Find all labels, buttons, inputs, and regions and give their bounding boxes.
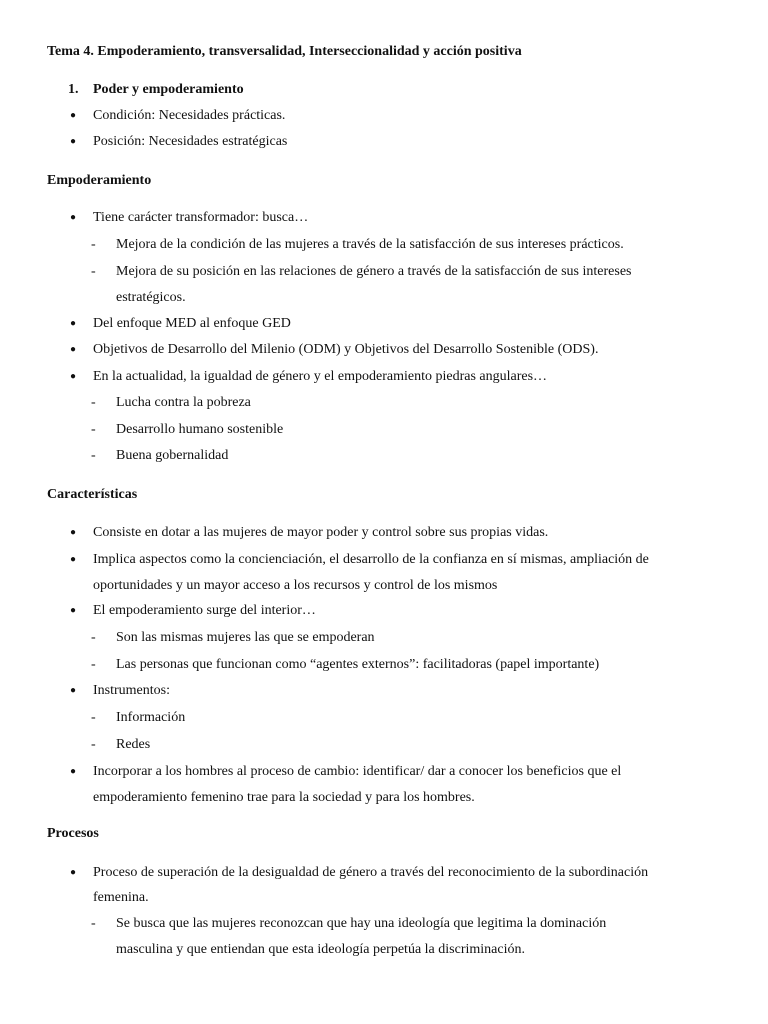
dash-icon: - xyxy=(91,710,96,725)
heading-procesos: Procesos xyxy=(47,826,99,841)
bullet-icon: ● xyxy=(70,766,77,777)
sub-list-item xyxy=(91,390,251,416)
section-number: 1. xyxy=(68,82,79,97)
list-item-continuation: femenina. xyxy=(93,890,149,905)
dash-icon: - xyxy=(91,448,96,463)
list-item-text: Tiene carácter transformador: busca… xyxy=(93,210,309,225)
list-item xyxy=(70,860,649,886)
list-item-text: Consiste en dotar a las mujeres de mayor poder y control sobre sus propias vidas. xyxy=(93,525,549,540)
dash-icon: - xyxy=(91,630,96,645)
list-item-text: El empoderamiento surge del interior… xyxy=(93,603,316,618)
list-item xyxy=(70,678,170,704)
list-item xyxy=(70,547,649,573)
bullet-icon: ● xyxy=(70,318,77,329)
dash-icon: - xyxy=(91,422,96,437)
sub-list-item xyxy=(91,417,284,443)
list-item xyxy=(70,311,291,337)
sub-list-item-text: Las personas que funcionan como “agentes externos”: facilitadoras (papel importante) xyxy=(116,657,600,672)
list-item-text: Proceso de superación de la desigualdad de género a través del reconocimiento de la subordinación xyxy=(93,865,649,880)
sub-list-item-text: Información xyxy=(116,710,186,725)
bullet-icon: ● xyxy=(70,605,77,616)
bullet-icon: ● xyxy=(70,212,77,223)
sub-list-item-text: Se busca que las mujeres reconozcan que hay una ideología que legitima la dominación xyxy=(116,916,607,931)
heading-caracteristicas: Características xyxy=(47,487,138,502)
bullet-icon: ● xyxy=(70,554,77,565)
sub-list-item-text: Redes xyxy=(116,737,151,752)
bullet-icon: ● xyxy=(70,685,77,696)
heading-empoderamiento: Empoderamiento xyxy=(47,173,152,188)
list-item-text: Instrumentos: xyxy=(93,683,170,698)
list-item xyxy=(70,520,549,546)
sub-list-item xyxy=(91,732,151,758)
sub-list-item xyxy=(91,625,375,651)
bullet-icon: ● xyxy=(70,136,77,147)
bullet-icon: ● xyxy=(70,110,77,121)
bullet-icon: ● xyxy=(70,527,77,538)
sub-list-item-text: Son las mismas mujeres las que se empoderan xyxy=(116,630,375,645)
bullet-icon: ● xyxy=(70,867,77,878)
list-item xyxy=(70,598,316,624)
sub-list-item-text: Lucha contra la pobreza xyxy=(116,395,251,410)
list-item xyxy=(70,205,309,231)
dash-icon: - xyxy=(91,264,96,279)
list-item xyxy=(70,129,288,155)
dash-icon: - xyxy=(91,395,96,410)
list-item-text: Incorporar a los hombres al proceso de cambio: identificar/ dar a conocer los beneficios que el xyxy=(93,764,622,779)
list-item xyxy=(70,759,622,785)
dash-icon: - xyxy=(91,657,96,672)
dash-icon: - xyxy=(91,237,96,252)
section-heading-poder xyxy=(68,77,244,103)
list-item xyxy=(70,364,548,390)
list-item-text: Posición: Necesidades estratégicas xyxy=(93,134,288,149)
sub-list-item-continuation: masculina y que entiendan que esta ideología perpetúa la discriminación. xyxy=(116,942,525,957)
bullet-icon: ● xyxy=(70,371,77,382)
sub-list-item xyxy=(91,911,607,937)
bullet-icon: ● xyxy=(70,344,77,355)
list-item-text: Implica aspectos como la concienciación, el desarrollo de la confianza en sí mismas, ampliación de xyxy=(93,552,649,567)
sub-list-item-text: Mejora de la condición de las mujeres a través de la satisfacción de sus intereses prácticos. xyxy=(116,237,624,252)
section-heading-text: Poder y empoderamiento xyxy=(93,82,244,97)
list-item-text: En la actualidad, la igualdad de género y el empoderamiento piedras angulares… xyxy=(93,369,548,384)
dash-icon: - xyxy=(91,737,96,752)
sub-list-item-continuation: estratégicos. xyxy=(116,290,186,305)
sub-list-item-text: Mejora de su posición en las relaciones de género a través de la satisfacción de sus intereses xyxy=(116,264,632,279)
document-title: Tema 4. Empoderamiento, transversalidad, Interseccionalidad y acción positiva xyxy=(47,44,522,59)
list-item-continuation: empoderamiento femenino trae para la sociedad y para los hombres. xyxy=(93,790,475,805)
sub-list-item xyxy=(91,705,186,731)
list-item xyxy=(70,103,286,129)
list-item-text: Objetivos de Desarrollo del Milenio (ODM) y Objetivos del Desarrollo Sostenible (ODS). xyxy=(93,342,599,357)
sub-list-item-text: Buena gobernalidad xyxy=(116,448,229,463)
sub-list-item xyxy=(91,652,600,678)
sub-list-item-text: Desarrollo humano sostenible xyxy=(116,422,284,437)
list-item-text: Del enfoque MED al enfoque GED xyxy=(93,316,291,331)
dash-icon: - xyxy=(91,916,96,931)
sub-list-item xyxy=(91,232,624,258)
list-item-text: Condición: Necesidades prácticas. xyxy=(93,108,286,123)
sub-list-item xyxy=(91,443,229,469)
sub-list-item xyxy=(91,259,632,285)
list-item xyxy=(70,337,599,363)
list-item-continuation: oportunidades y un mayor acceso a los recursos y control de los mismos xyxy=(93,578,498,593)
